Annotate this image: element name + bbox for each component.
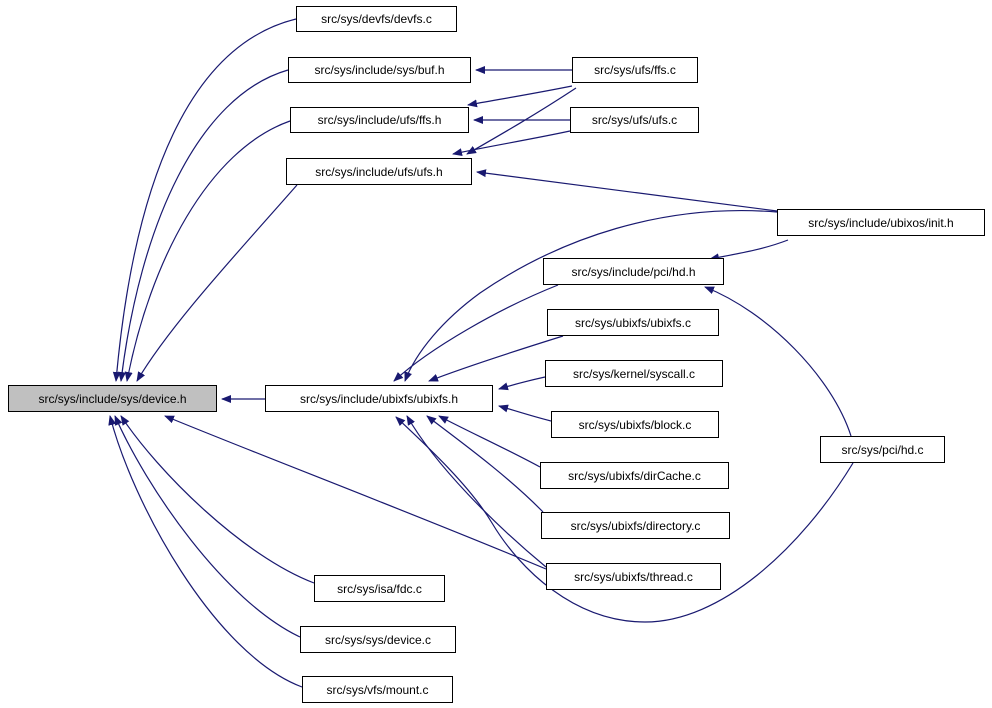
edge-ffs_h-to-device_h (127, 121, 290, 381)
edge-thread_c-to-ubixfs_h (407, 416, 546, 567)
node-dircache-c[interactable]: src/sys/ubixfs/dirCache.c (540, 462, 729, 489)
node-init-h[interactable]: src/sys/include/ubixos/init.h (777, 209, 985, 236)
edge-ffs_c-to-ffs_h (468, 86, 572, 105)
node-pcihd-h[interactable]: src/sys/include/pci/hd.h (543, 258, 724, 285)
node-hd-c[interactable]: src/sys/pci/hd.c (820, 436, 945, 463)
edge-init_h-to-ubixfs_h (405, 211, 777, 381)
edge-syscall_c-to-ubixfs_h (499, 377, 545, 389)
edge-ufs_c-to-ufs_h (453, 131, 570, 154)
node-ufs-h[interactable]: src/sys/include/ufs/ufs.h (286, 158, 472, 185)
node-buf-h[interactable]: src/sys/include/sys/buf.h (288, 57, 471, 83)
edge-ubixfs_c-to-ubixfs_h (429, 336, 563, 381)
edge-thread_c-to-device_h (165, 416, 546, 569)
edge-hd_c-to-pcihd_h (705, 287, 851, 436)
node-ufs-c[interactable]: src/sys/ufs/ufs.c (570, 107, 699, 133)
node-mount-c[interactable]: src/sys/vfs/mount.c (302, 676, 453, 703)
node-syscall-c[interactable]: src/sys/kernel/syscall.c (545, 360, 723, 387)
edge-ffs_c-to-ufs_h (467, 88, 576, 154)
node-devfs-c[interactable]: src/sys/devfs/devfs.c (296, 6, 457, 32)
edge-buf_h-to-device_h (121, 70, 288, 381)
edge-devfs_c-to-device_h (116, 19, 296, 381)
edge-device_c-to-device_h (115, 416, 300, 637)
node-ffs-c[interactable]: src/sys/ufs/ffs.c (572, 57, 698, 83)
node-thread-c[interactable]: src/sys/ubixfs/thread.c (546, 563, 721, 590)
edge-pcihd_h-to-ubixfs_h (394, 285, 558, 381)
node-device-h[interactable]: src/sys/include/sys/device.h (8, 385, 217, 412)
edge-init_h-to-ufs_h (477, 172, 777, 211)
node-device-c[interactable]: src/sys/sys/device.c (300, 626, 456, 653)
node-ffs-h[interactable]: src/sys/include/ufs/ffs.h (290, 107, 469, 133)
edge-block_c-to-ubixfs_h (499, 406, 551, 421)
edge-fdc_c-to-device_h (121, 416, 314, 583)
node-fdc-c[interactable]: src/sys/isa/fdc.c (314, 575, 445, 602)
node-block-c[interactable]: src/sys/ubixfs/block.c (551, 411, 719, 438)
edge-init_h-to-pcihd_h (710, 240, 788, 259)
node-ubixfs-h[interactable]: src/sys/include/ubixfs/ubixfs.h (265, 385, 493, 412)
node-ubixfs-c[interactable]: src/sys/ubixfs/ubixfs.c (547, 309, 719, 336)
edge-dircache_c-to-ubixfs_h (439, 416, 540, 467)
node-directory-c[interactable]: src/sys/ubixfs/directory.c (541, 512, 730, 539)
edge-mount_c-to-device_h (110, 416, 302, 687)
